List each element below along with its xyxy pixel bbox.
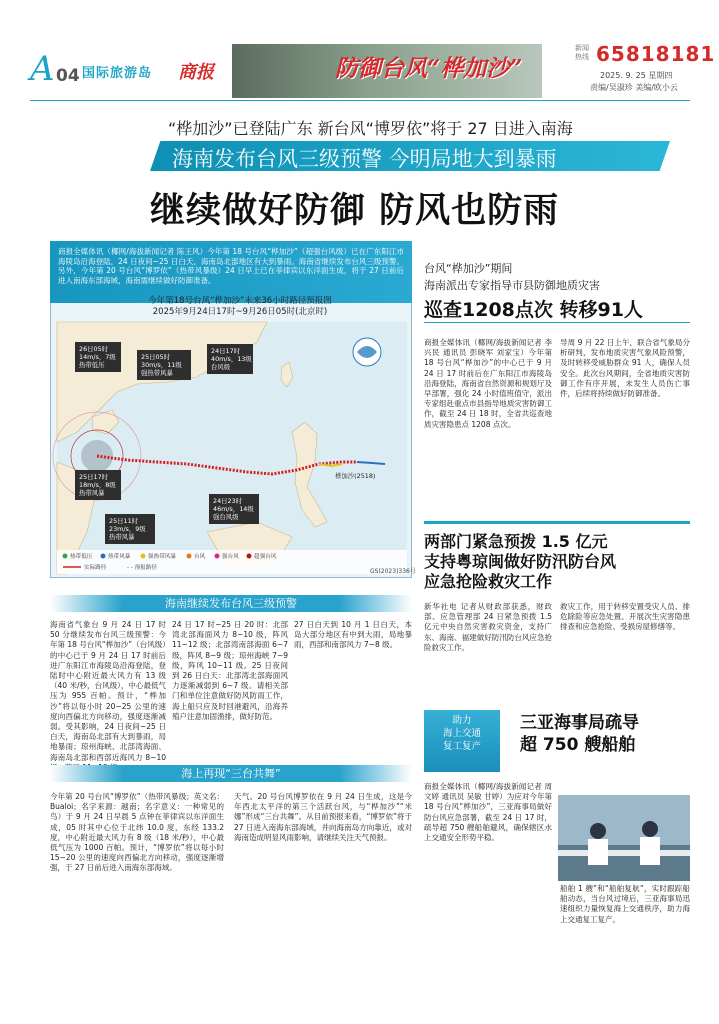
article-column: 海南省气象台 9 月 24 日 17 时 50 分继续发布台风三级预警：今年第 18 号台风“桦加沙”（台风级）的中心已于 9 月 24 日 17 时前后进广东阳江市海陵岛沿海登陆，登陆时中心附近最大风力有 13 级（40 米/秒，台风级），中心最低气压为 955 百帕。预计，“桦加沙”将以每小时 20~25 公里的速度向西偏北方向移动，强度逐渐减弱。受其影响，24 日夜间~25 日白天，海南岛北部有大到暴雨，局地暴雨；琼州海峡、北部湾海面、海南岛北部和西部近海风力 8~10	[50, 620, 166, 762]
editor-credit: 责编/吴淑珍 美编/欧小云	[590, 83, 678, 92]
svg-text:桦加沙(2518): 桦加沙(2518)	[335, 472, 376, 480]
svg-text:40m/s，13级: 40m/s，13级	[211, 355, 252, 363]
map-title	[120, 296, 360, 318]
map-credit: GS(2023)336号	[370, 568, 416, 575]
article-column: 救灾工作，用于转移安置受灾人员、排危除险等应急处置、开展次生灾害隐患排查和应急抢险、受损房屋修缮等。	[560, 602, 690, 632]
article-column: 商报全媒体讯（椰网/海拔新闻记者 李兴民 通讯员 彭晓军 刘家宝）今年第 18 号台风“桦加沙”的中心已于 9 月 24 日 17 时前后在广东阳江市海陵岛沿海登陆，海南省自然资源和规划厅及早部署，强化 24 小时值班值守，派出专家组赴重点市县指导地质灾害防御工作，截至 24 日 18 时，全省共巡查地质灾害隐患点 1208 点次。	[424, 338, 552, 429]
side1-headline: 巡查1208点次 转移91人	[424, 299, 643, 321]
section-title-sea: 海上再现“三台共舞”	[181, 767, 281, 780]
typhoon-track-map	[57, 322, 407, 574]
article-column: 导周 9 月 22 日上午，联合省气象局分析研判，发布地质灾害气象风险预警，及时转移受威胁群众 91 人，确保人员安全。此次台风期间，全省地质灾害防御工作有序开展，未发生人员伤亡事件，后续将持续做好防御准备。	[560, 338, 690, 399]
map-title-line: 今年第18号台风“桦加沙”未来36小时路径预报图	[148, 296, 332, 306]
hotline-label: 新闻热线	[575, 44, 589, 61]
svg-text:热带低压: 热带低压	[70, 554, 93, 560]
svg-text:实际路径: 实际路径	[84, 565, 107, 571]
svg-text:46m/s，14级: 46m/s，14级	[213, 505, 254, 513]
hotline-number: 65818181	[596, 42, 716, 66]
svg-text:18m/s，8级: 18m/s，8级	[79, 481, 116, 489]
svg-text:30m/s，11级: 30m/s，11级	[141, 361, 182, 369]
svg-text:强台风级: 强台风级	[213, 513, 239, 521]
article-column: 27 日白天到 10 月 1 日白天，本岛大部分地区有中到大雨，局地暴雨，西部和南部风力 7~8 级。	[294, 620, 412, 650]
side2-divider	[424, 521, 690, 524]
kicker: “桦加沙”已登陆广东 新台风“博罗依”将于 27 日进入南海	[168, 119, 573, 138]
issue-date: 2025. 9. 25 星期四	[600, 71, 673, 80]
article-column: 商报全媒体讯（椰网/海拔新闻记者 周文婷 通讯员 吴敏 甘婷）为应对今年第 18 号台风“桦加沙”，三亚海事局做好防台风应急部署，截至 24 日 17 时，疏导超 750 艘船舶避风，确保辖区水上交通安全形势平稳。	[424, 782, 552, 843]
svg-text:强热带风暴: 强热带风暴	[141, 369, 173, 377]
article-column: 今年第 20 号台风“博罗依”（热带风暴级；英文名：Bualoi；名字来源：越南；名字意义：一种常见的鸟）于 9 月 24 日早晨 5 点钟在菲律宾以东洋面生成，05 时其中心位于北纬 10.0 度，东经 133.2 度，中心附近最大风力有 8 级（18 米/秒），中心最低气压为 1000 百帕。预计，“博罗依”将以每小时 15~20 公里的速度向西偏北方向移动，强度逐渐增强，于 27 日前后进入南海东部海域。	[50, 792, 224, 873]
paper-name: 国际旅游岛	[82, 66, 153, 81]
masthead-divider	[30, 100, 690, 101]
svg-text:25日11时: 25日11时	[109, 517, 139, 525]
article-column: 船舶 1 艘”和“船舶复航”，实时跟踪船舶动态，当台风过境后，三亚海事局迅速组织力量恢复海上交通秩序，助力海上交通复工复产。	[560, 884, 690, 924]
svg-text:- - 预报路径: - - 预报路径	[127, 565, 157, 571]
svg-text:26日05时: 26日05时	[79, 345, 109, 353]
svg-text:强热带风暴: 强热带风暴	[148, 554, 176, 560]
svg-text:强台风: 强台风	[222, 554, 239, 560]
svg-text:台风级: 台风级	[211, 363, 231, 371]
side3-tag: 助力 海上交通 复工复产	[442, 715, 481, 752]
svg-text:25日17时: 25日17时	[79, 473, 109, 481]
side2-headline: 两部门紧急预拨 1.5 亿元 支持粤琼闽做好防汛防台风 应急抢险救灾工作	[424, 532, 617, 591]
page-letter: A	[30, 49, 55, 89]
side3-headline: 三亚海事局疏导 超 750 艘船舶	[520, 713, 639, 755]
side1-divider	[424, 322, 690, 323]
page-number: 04	[56, 66, 80, 86]
banner-title: 防御台风“桦加沙”	[335, 55, 523, 82]
svg-text:23m/s，9级: 23m/s，9级	[109, 525, 146, 533]
main-headline: 继续做好防御 防风也防雨	[150, 191, 560, 231]
map-subtitle: 2025年9月24日17时~9月26日05时(北京时)	[152, 307, 328, 317]
article-column: 24 日 17 时~25 日 20 时：北部湾北部海面风力 8~10 级，阵风 11~12 级；北部湾南部海面 6~7 级，阵风 8~9 级；琼州海峡 7~9 级，阵风 10~11 级。25 日夜间到 26 日白天：北部湾北部海面风力逐渐减弱到 6~7 级。请相关部门和单位注意做好防风防雨工作，海上船只应及时回港避风，沿海养殖户注意加固渔排，做好防范。	[172, 620, 288, 721]
deck-title: 海南发布台风三级预警 今明局地大到暴雨	[172, 147, 557, 171]
svg-text:热带风暴: 热带风暴	[79, 489, 105, 497]
svg-text:25日05时: 25日05时	[141, 353, 171, 361]
side1-subtitle: 海南派出专家指导市县防御地质灾害	[424, 279, 600, 292]
svg-text:24日23时: 24日23时	[213, 497, 243, 505]
svg-text:热带低压: 热带低压	[79, 361, 105, 369]
svg-text:热带风暴: 热带风暴	[108, 554, 131, 560]
svg-text:超强台风: 超强台风	[254, 554, 277, 560]
paper-brand-logo: 商报	[178, 62, 214, 83]
svg-text:24日17时: 24日17时	[211, 347, 241, 355]
side1-tag: 台风“桦加沙”期间	[424, 262, 513, 275]
lead-paragraph: 商报全媒体讯（椰网/海拔新闻记者 陈王风）今年第 18 号台风“桦加沙”（超强台风级）已在广东阳江市海陵岛沿海登陆，24 日夜间~25 日白天，海南岛北部地区有大到暴雨。海南省继续发布台风三级预警。另外，今年第 20 号台风“博罗依”（热带风暴级）24 日早上已在菲律宾以东洋面生成，将于 27 日前后进入南海东部海域，海南需继续做好防御准备。	[58, 247, 404, 285]
article-column: 新华社电 记者从财政部获悉，财政部、应急管理部 24 日紧急预拨 1.5 亿元中央自然灾害救灾资金，支持广东、海南、福建做好防汛防台风应急抢险救灾工作。	[424, 602, 552, 652]
svg-text:热带风暴: 热带风暴	[109, 533, 135, 541]
section-title-warning: 海南继续发布台风三级预警	[165, 597, 297, 610]
svg-text:台风: 台风	[194, 554, 206, 560]
section-band-sea	[50, 765, 412, 782]
article-column: 天气。20 号台风博罗依在 9 月 24 日生成，这是今年西北太平洋的第三个活跃台风，与“桦加沙”“米娜”形成“三台共舞”。从目前预报来看，“博罗依”将于 27 日进入南海东部海域，并向海南岛方向靠近，或对海南造成明显风雨影响，请继续关注天气预报。	[234, 792, 412, 842]
svg-text:14m/s，7级: 14m/s，7级	[79, 353, 116, 361]
maritime-officers-photo	[558, 795, 690, 881]
section-band-warning	[50, 595, 412, 612]
